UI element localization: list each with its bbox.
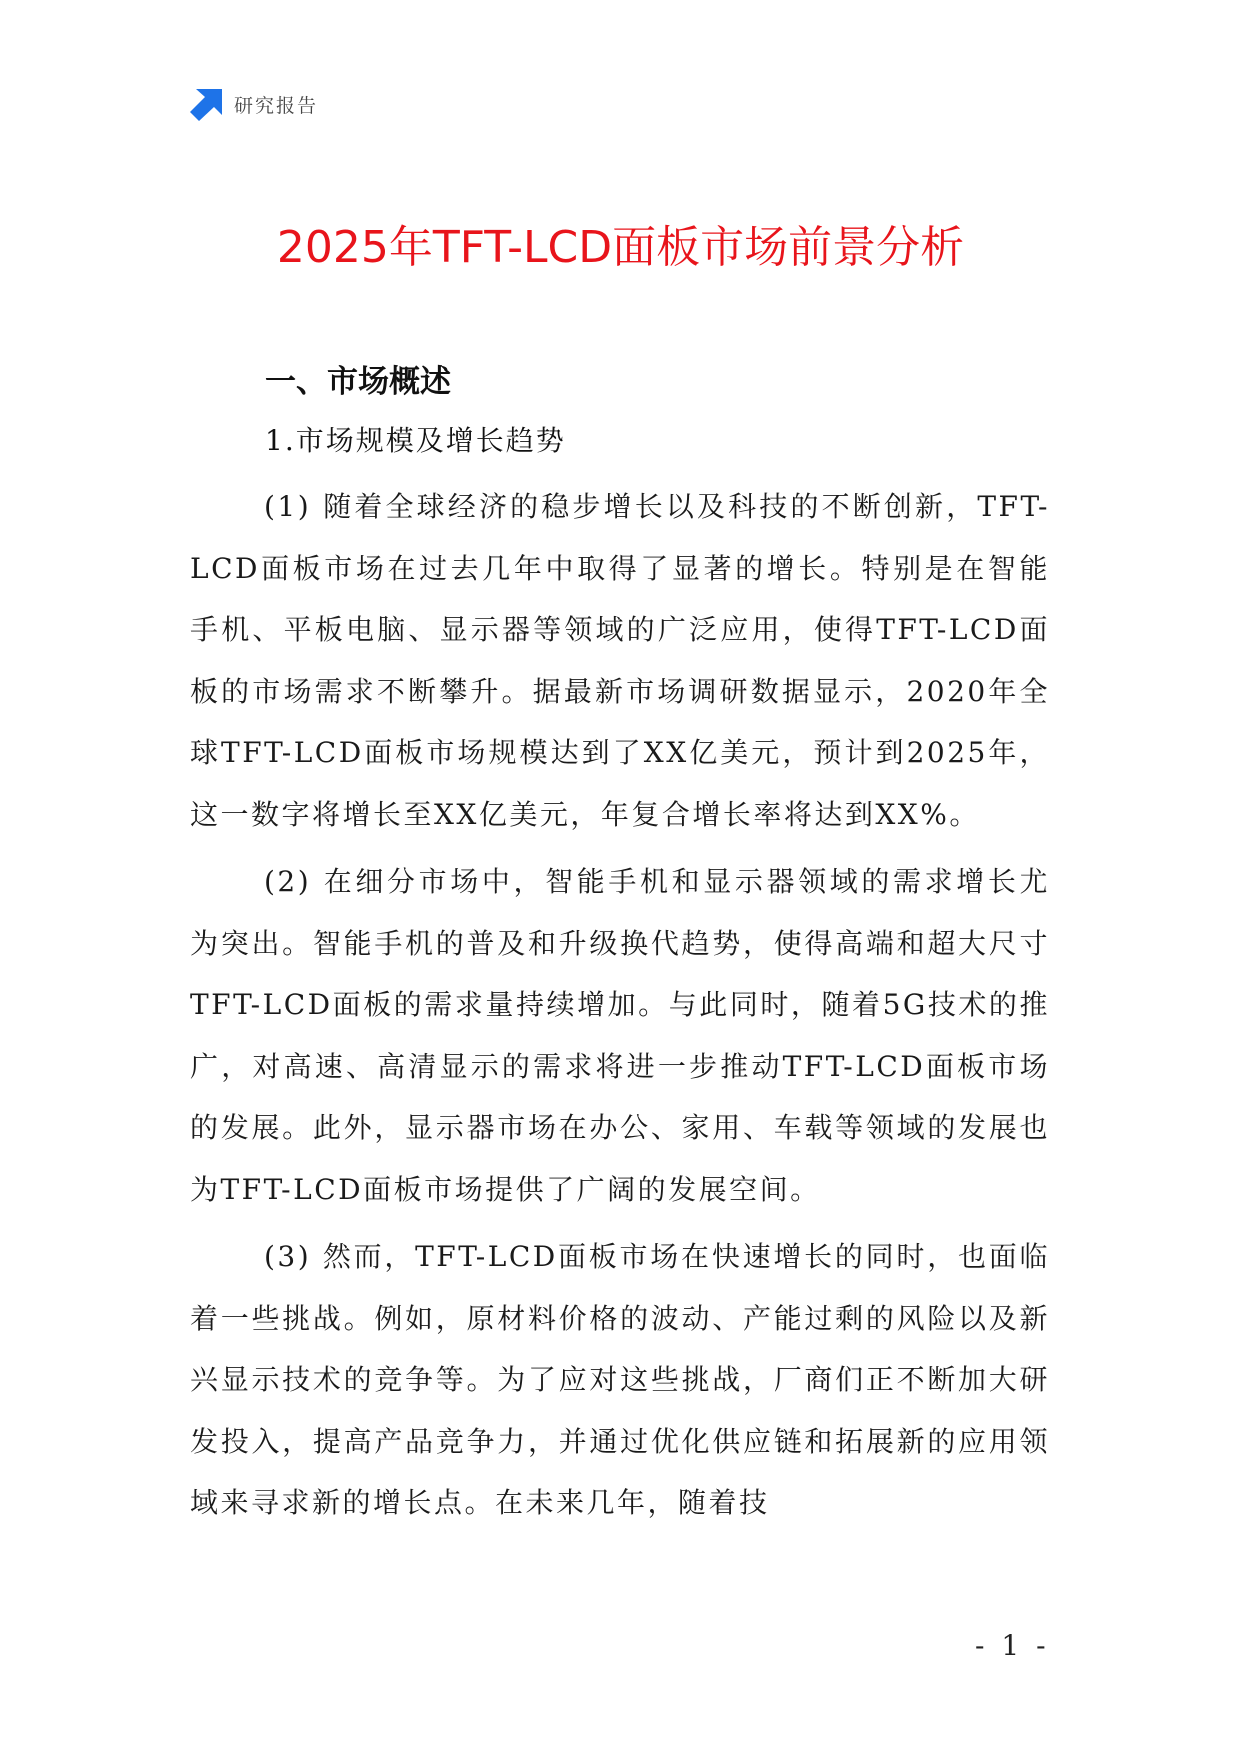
body-text [190,476,1050,1540]
paragraph-1: (1) 随着全球经济的稳步增长以及科技的不断创新，TFT-LCD面板市场在过去几年中取得了显著的增长。特别是在智能手机、平板电脑、显示器等领域的广泛应用，使得TFT-LCD面板的市场需求不断攀升。据最新市场调研数据显示，2020年全球TFT-LCD面板市场规模达到了XX亿美元，预计到2025年，这一数字将增长至XX亿美元，年复合增长率将达到XX%。 [190,490,1050,831]
paragraph-2: (2) 在细分市场中，智能手机和显示器领域的需求增长尤为突出。智能手机的普及和升级换代趋势，使得高端和超大尺寸TFT-LCD面板的需求量持续增加。与此同时，随着5G技术的推广，对高速、高清显示的需求将进一步推动TFT-LCD面板市场的发展。此外，显示器市场在办公、家用、车载等领域的发展也为TFT-LCD面板市场提供了广阔的发展空间。 [190,865,1050,1206]
header-label: 研究报告 [234,94,319,117]
section-heading: 一、市场概述 [265,364,451,400]
paragraph-3: (3) 然而，TFT-LCD面板市场在快速增长的同时，也面临着一些挑战。例如，原材料价格的波动、产能过剩的风险以及新兴显示技术的竞争等。为了应对这些挑战，厂商们正不断加大研发投入，提高产品竞争力，并通过优化供应链和拓展新的应用领域来寻求新的增长点。在未来几年，随着技 [190,1240,1050,1519]
section-subheading: 1.市场规模及增长趋势 [265,424,566,457]
page-number: - 1 - [975,1629,1050,1662]
document-title: 2025年TFT-LCD面板市场前景分析 [276,222,965,273]
arrow-up-right-icon [190,87,224,121]
report-header [190,86,318,122]
